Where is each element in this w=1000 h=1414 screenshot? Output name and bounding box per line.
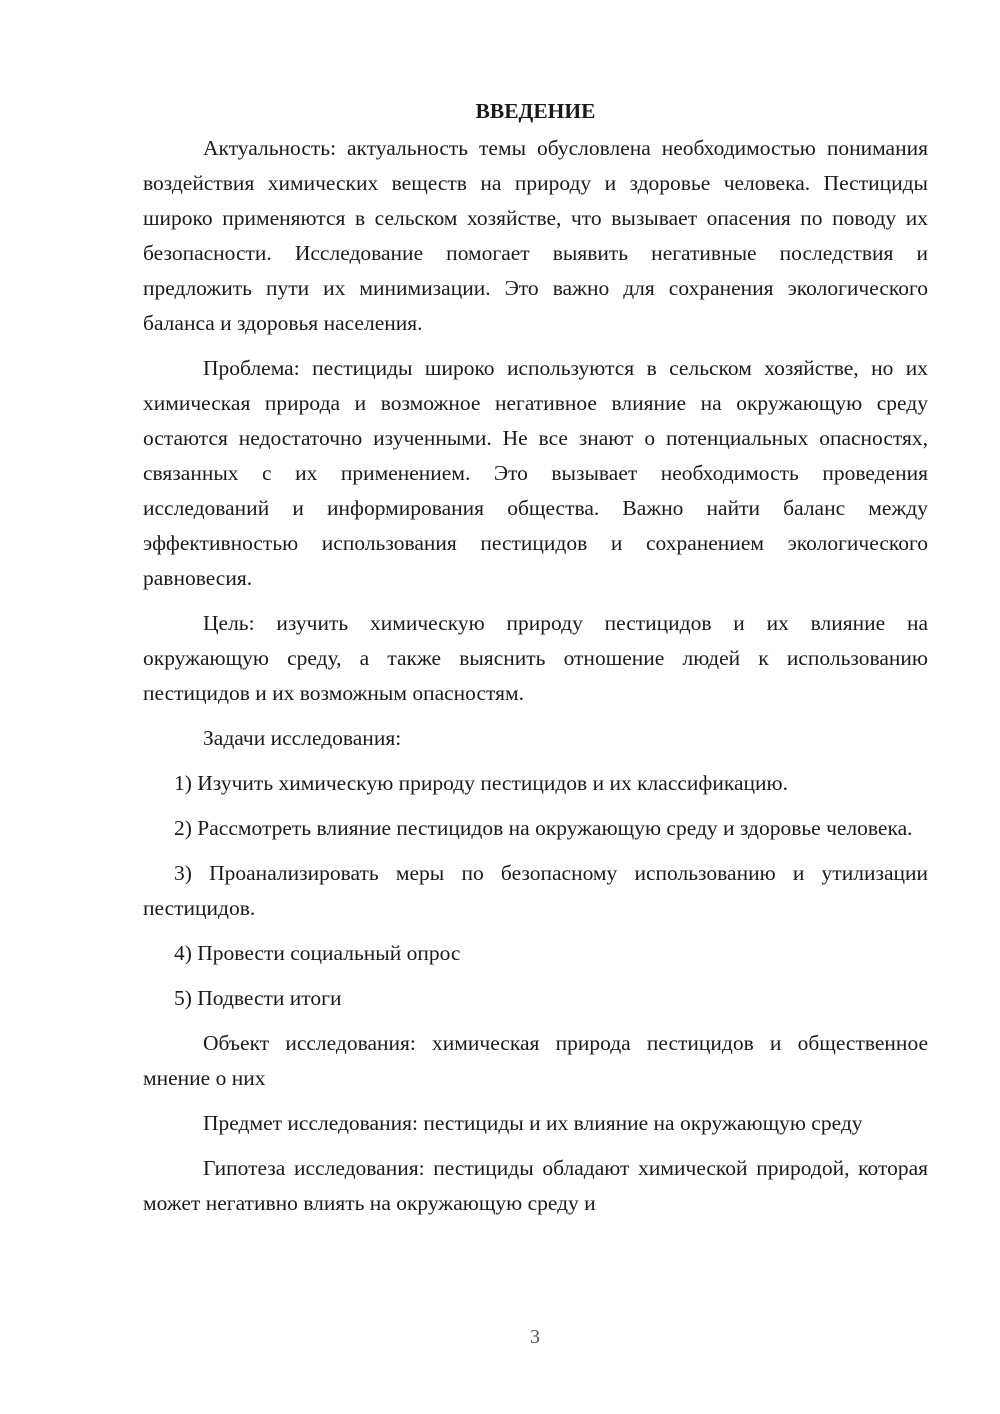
paragraph-hypothesis: Гипотеза исследования: пестициды обладают химической природой, которая может негативно влиять на окружающую среду и <box>143 1156 928 1215</box>
paragraph-problem: Проблема: пестициды широко используются в сельском хозяйстве, но их химическая природа и возможное негативное влияние на окружающую среду остаются недостаточно изученными. Не все знают о потенциальных опасностях, связанных с их применением. Это вызывает необходимость проведения исследований и информирования общества. Важно найти баланс между эффективностью использования пестицидов и сохранением экологического равновесия. <box>143 356 928 590</box>
document-body <box>143 94 928 1231</box>
page-number: 3 <box>530 1326 540 1348</box>
paragraph-subject: Предмет исследования: пестициды и их влияние на окружающую среду <box>203 1111 863 1135</box>
section-heading: ВВЕДЕНИЕ <box>475 99 596 123</box>
paragraph-tasks-heading: Задачи исследования: <box>203 726 402 750</box>
paragraph-relevance: Актуальность: актуальность темы обусловлена необходимостью понимания воздействия химических веществ на природу и здоровье человека. Пестициды широко применяются в сельском хозяйстве, что вызывает опасения по поводу их безопасности. Исследование помогает выявить негативные последствия и предложить пути их минимизации. Это важно для сохранения экологического баланса и здоровья населения. <box>143 136 928 335</box>
task-item: 2) Рассмотреть влияние пестицидов на окружающую среду и здоровье человека. <box>174 816 913 840</box>
paragraph-goal: Цель: изучить химическую природу пестицидов и их влияние на окружающую среду, а также выяснить отношение людей к использованию пестицидов и их возможным опасностям. <box>143 611 928 705</box>
task-item: 3) Проанализировать меры по безопасному использованию и утилизации пестицидов. <box>143 861 928 920</box>
task-item: 1) Изучить химическую природу пестицидов и их классификацию. <box>174 771 788 795</box>
paragraph-object: Объект исследования: химическая природа пестицидов и общественное мнение о них <box>143 1031 928 1090</box>
task-item: 5) Подвести итоги <box>174 986 342 1010</box>
task-item: 4) Провести социальный опрос <box>174 941 461 965</box>
